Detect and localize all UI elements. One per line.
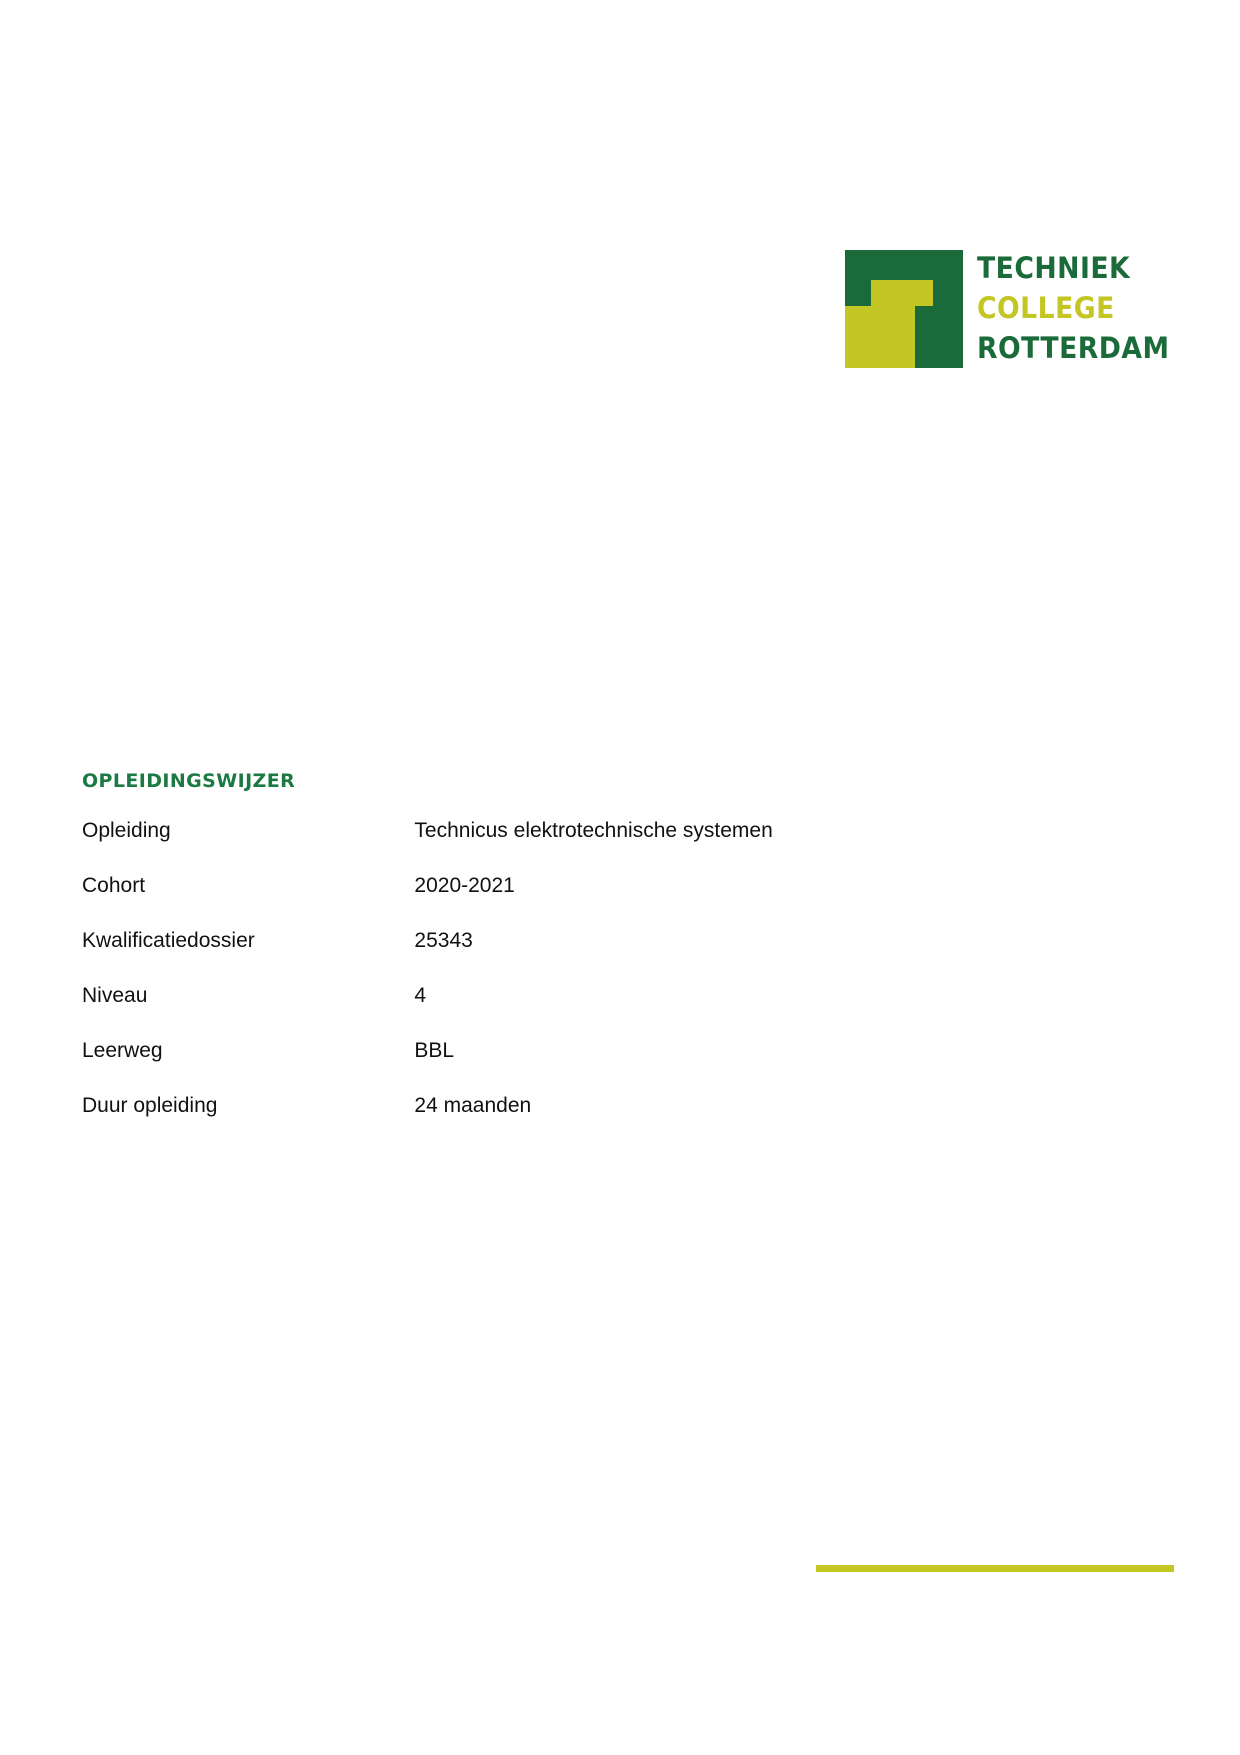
field-value-duur-opleiding: 24 maanden xyxy=(414,1094,532,1117)
table-row xyxy=(82,1093,982,1148)
logo-mark-icon xyxy=(845,250,963,368)
field-label-opleiding: Opleiding xyxy=(82,819,171,842)
logo-wordmark-line-2: COLLEGE xyxy=(977,291,1115,325)
field-label-kwalificatiedossier: Kwalificatiedossier xyxy=(82,929,255,952)
field-label-cohort: Cohort xyxy=(82,874,146,897)
page-title: OPLEIDINGSWIJZER xyxy=(82,770,296,792)
field-value-niveau: 4 xyxy=(414,984,427,1007)
field-label-duur-opleiding: Duur opleiding xyxy=(82,1094,218,1117)
field-value-opleiding: Technicus elektrotechnische systemen xyxy=(414,819,773,842)
table-row xyxy=(82,983,982,1038)
logo-shape-t-stem xyxy=(889,280,915,368)
document-content xyxy=(82,770,982,1148)
logo-wordmark xyxy=(977,248,1170,368)
techniek-college-rotterdam-logo xyxy=(845,250,1170,375)
footer-accent-rule xyxy=(816,1565,1174,1572)
course-info-table xyxy=(82,818,982,1148)
table-row xyxy=(82,928,982,983)
logo-wordmark-line-1: TECHNIEK xyxy=(977,251,1131,285)
table-row xyxy=(82,1038,982,1093)
field-label-niveau: Niveau xyxy=(82,984,148,1007)
field-label-leerweg: Leerweg xyxy=(82,1039,163,1062)
field-value-kwalificatiedossier: 25343 xyxy=(414,929,473,952)
table-row xyxy=(82,873,982,928)
table-row xyxy=(82,818,982,873)
logo-wordmark-line-3: ROTTERDAM xyxy=(977,331,1170,365)
field-value-cohort: 2020-2021 xyxy=(414,874,515,897)
field-value-leerweg: BBL xyxy=(414,1039,455,1062)
